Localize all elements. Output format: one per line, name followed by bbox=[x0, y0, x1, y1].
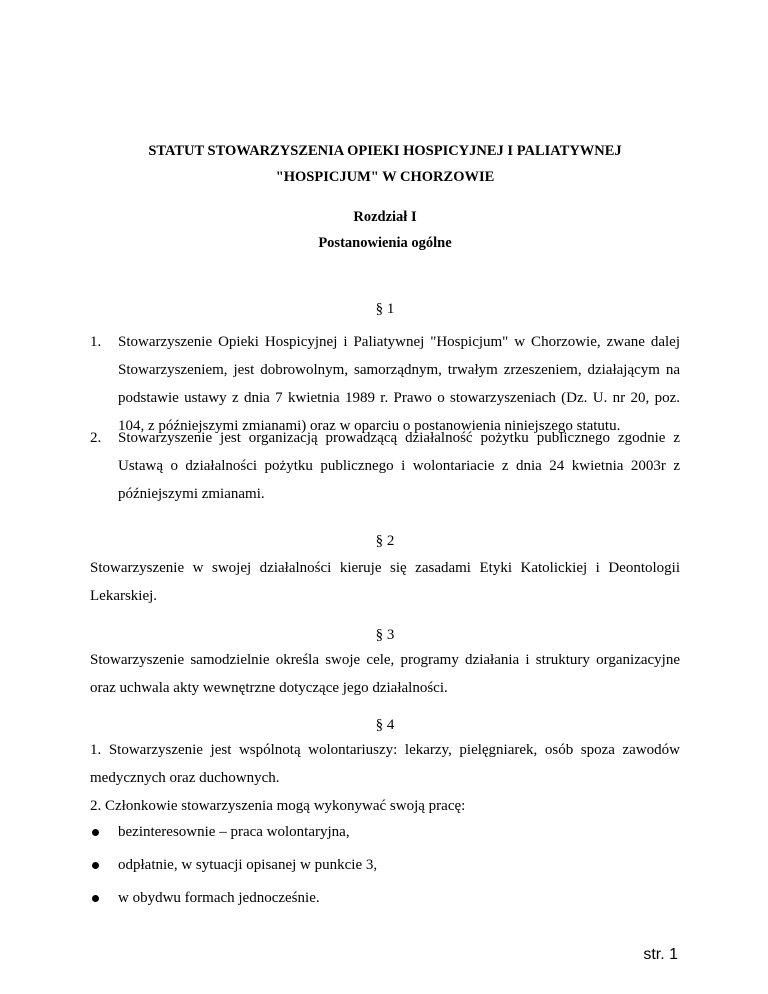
section-3-heading: § 3 bbox=[375, 627, 395, 643]
section-4-heading: § 4 bbox=[375, 717, 395, 733]
section-2-text: Stowarzyszenie w swojej działalności kieruje się zasadami Etyki Katolickiej i Deontologii Lekarskiej. bbox=[90, 560, 680, 604]
item-text: Stowarzyszenie jest organizacją prowadzącą działalność pożytku publicznego zgodnie z Ustawą o działalności pożytku publicznego i wolontariacie z dnia 24 kwietnia 2003r z późniejszymi zmianami. bbox=[118, 430, 680, 502]
chapter-title: Postanowienia ogólne bbox=[318, 235, 452, 251]
section-1-heading: § 1 bbox=[375, 301, 395, 317]
bullet-icon bbox=[92, 862, 99, 869]
section-4-bullet-list bbox=[90, 816, 680, 915]
list-item-text: bezinteresownie – praca wolontaryjna, bbox=[118, 824, 350, 840]
bullet-icon bbox=[92, 829, 99, 836]
section-4-paragraph-2: 2. Członkowie stowarzyszenia mogą wykonywać swoją pracę: bbox=[90, 798, 466, 814]
section-3-text: Stowarzyszenie samodzielnie określa swoje cele, programy działania i struktury organizacyjne oraz uchwala akty wewnętrzne dotyczące jego działalności. bbox=[90, 652, 680, 696]
section-1-item-2 bbox=[90, 424, 680, 508]
list-item-text: w obydwu formach jednocześnie. bbox=[118, 890, 320, 906]
section-2-heading: § 2 bbox=[375, 533, 395, 549]
bullet-icon bbox=[92, 895, 99, 902]
item-number: 1. bbox=[90, 334, 102, 350]
document-title-line2: "HOSPICJUM" W CHORZOWIE bbox=[275, 169, 495, 185]
chapter-number: Rozdział I bbox=[353, 209, 417, 225]
list-item bbox=[90, 849, 680, 882]
page-number: str. 1 bbox=[643, 946, 678, 963]
document-title-line1: STATUT STOWARZYSZENIA OPIEKI HOSPICYJNEJ I PALIATYWNEJ bbox=[148, 143, 622, 159]
list-item-text: odpłatnie, w sytuacji opisanej w punkcie 3, bbox=[118, 857, 378, 873]
section-4-paragraph-1: 1. Stowarzyszenie jest wspólnotą wolontariuszy: lekarzy, pielęgniarek, osób spoza zawodów medycznych oraz duchownych. bbox=[90, 742, 680, 786]
item-number: 2. bbox=[90, 430, 102, 446]
item-text: Stowarzyszenie Opieki Hospicyjnej i Paliatywnej "Hospicjum" w Chorzowie, zwane dalej Stowarzyszeniem, jest dobrowolnym, samorządnym, trwałym zrzeszeniem, działającym na podstawie ustawy z dnia 7 kwietnia 1989 r. Prawo o stowarzyszeniach (Dz. U. nr 20, poz. 104, z późniejszymi zmianami) oraz w oparciu o postanowienia niniejszego statutu. bbox=[118, 334, 680, 434]
list-item bbox=[90, 816, 680, 849]
list-item bbox=[90, 882, 680, 915]
